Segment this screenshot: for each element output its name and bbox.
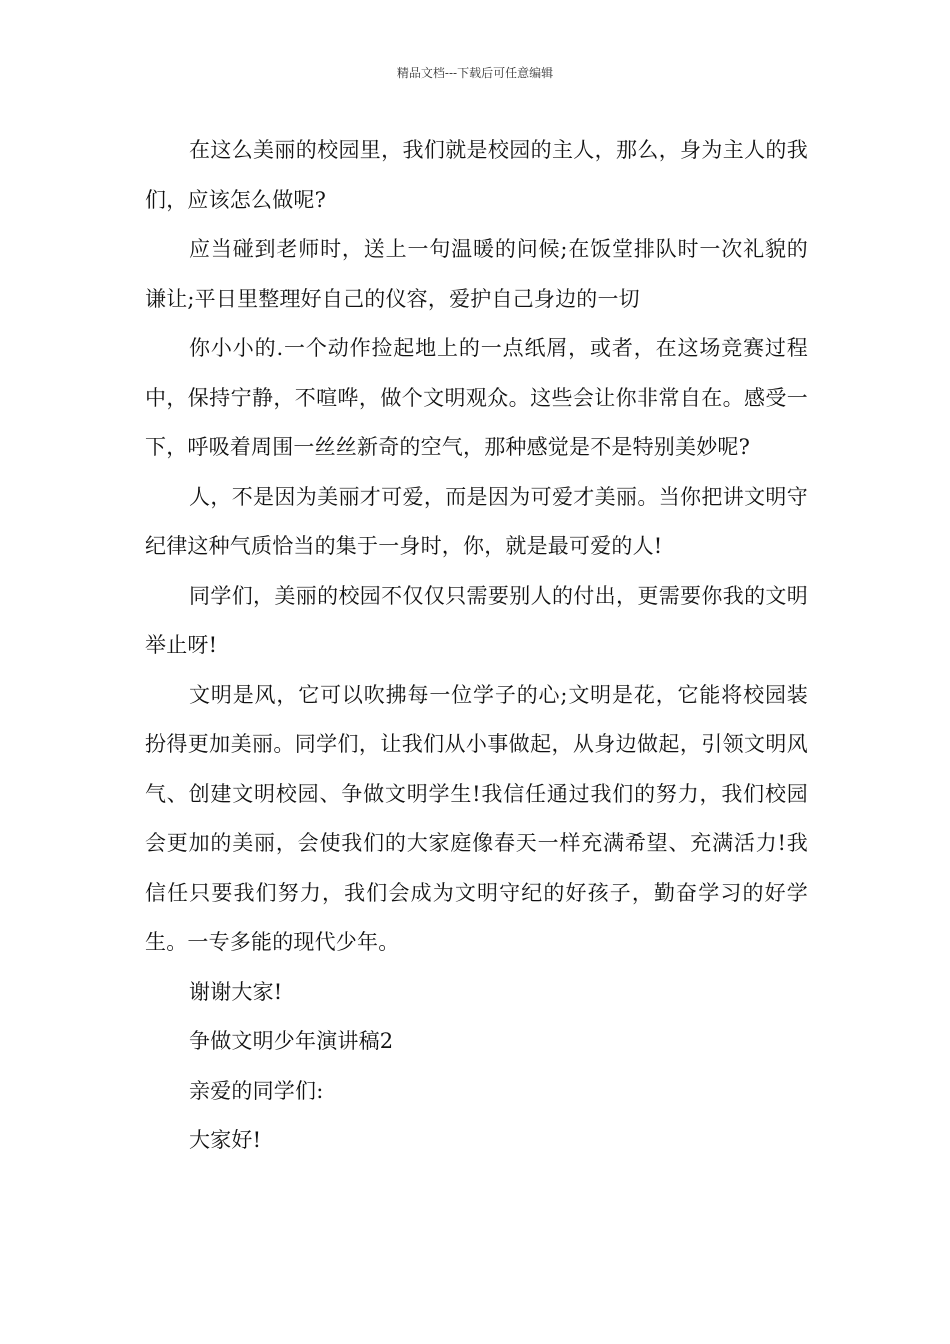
closing-line: 谢谢大家! — [189, 979, 283, 1004]
greeting: 大家好! — [189, 1128, 262, 1152]
document-body — [145, 126, 808, 1166]
paragraph: 你小小的.一个动作捡起地上的一点纸屑，或者，在这场竞赛过程中，保持宁静，不喧哗，做个文明观众。这些会让你非常自在。感受一下，呼吸着周围一丝丝新奇的空气，那种感觉是不是特别美妙呢? — [145, 336, 808, 459]
page-header: 精品文档---下载后可任意编辑 — [396, 66, 554, 80]
paragraph: 应当碰到老师时，送上一句温暖的问候;在饭堂排队时一次礼貌的谦让;平日里整理好自己的仪容，爱护自己身边的一切 — [145, 237, 808, 311]
paragraph: 文明是风，它可以吹拂每一位学子的心;文明是花，它能将校园装扮得更加美丽。同学们，让我们从小事做起，从身边做起，引领文明风气、创建文明校园、争做文明学生!我信任通过我们的努力，我们校园会更加的美丽，会使我们的大家庭像春天一样充满希望、充满活力!我信任只要我们努力，我们会成为文明守纪的好孩子，勤奋学习的好学生。一专多能的现代少年。 — [145, 682, 808, 954]
paragraph: 同学们，美丽的校园不仅仅只需要别人的付出，更需要你我的文明举止呀! — [145, 583, 808, 657]
paragraph: 人，不是因为美丽才可爱，而是因为可爱才美丽。当你把讲文明守纪律这种气质恰当的集于一身时，你，就是最可爱的人! — [145, 484, 808, 558]
salutation: 亲爱的同学们: — [189, 1078, 324, 1103]
section-title: 争做文明少年演讲稿2 — [189, 1029, 394, 1053]
paragraph: 在这么美丽的校园里，我们就是校园的主人，那么，身为主人的我们，应该怎么做呢? — [145, 138, 808, 212]
